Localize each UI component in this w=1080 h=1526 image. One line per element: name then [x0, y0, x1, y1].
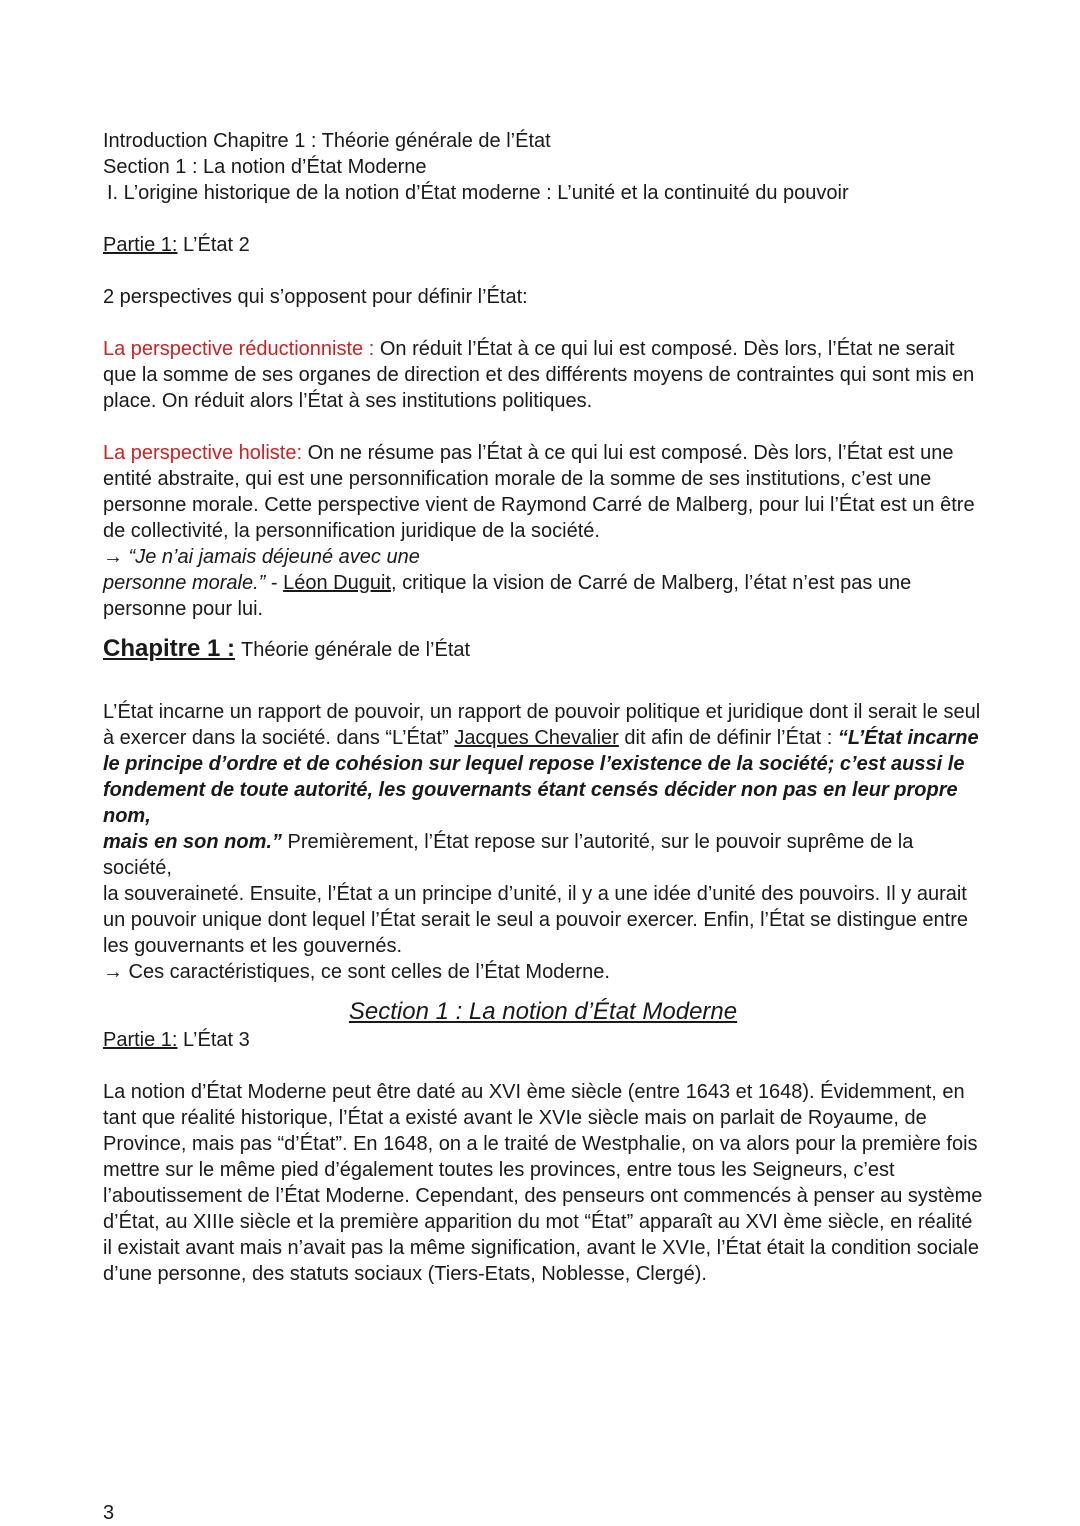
author-duguit: Léon Duguit [283, 572, 391, 594]
author-chevalier: Jacques Chevalier [454, 727, 619, 749]
paragraph-etat-2: mais en son nom.” Premièrement, l’État repose sur l’autorité, sur le pouvoir suprême de la société, [103, 831, 914, 879]
quote-duguit-1: → “Je n’ai jamais déjeuné avec une [103, 546, 420, 568]
intro-text: 2 perspectives qui s’opposent pour définir l’État: [103, 286, 528, 308]
paragraph-etat-4: → Ces caractéristiques, ce sont celles de l’État Moderne. [103, 961, 610, 983]
partie-label-a: Partie 1: L’État 2 [103, 234, 250, 256]
document-page [103, 128, 983, 1287]
header-line-2: Section 1 : La notion d’État Moderne [103, 156, 427, 178]
header-line-3: I. L’origine historique de la notion d’État moderne : L’unité et la continuité du pouvoir [107, 182, 849, 204]
reductionniste-label: La perspective réductionniste : [103, 338, 375, 360]
paragraph-moderne-1: La notion d’État Moderne peut être daté au XVI ème siècle (entre 1643 et 1648). Évidemment, en tant que réalité historique, l’État a existé avant le XVIe siècle mais on parlait de Royaume, de Province, mais pas “d’État”. En 1648, on a le traité de Westphalie, on va alors pour la première fois mettre sur le même pied d’également toutes les provinces, entre tous les Seigneurs, c’est [103, 1081, 978, 1181]
holiste-label: La perspective holiste: [103, 442, 303, 464]
chapter-heading [103, 636, 983, 663]
page-number: 3 [103, 1502, 115, 1524]
paragraph-holiste: La perspective holiste: On ne résume pas l’État à ce qui lui est composé. Dès lors, l’État est une entité abstraite, qui est une personnification morale de la somme de ses institutions, c’est une personne morale. Cette perspective vient de Raymond Carré de Malberg, pour lui l’État est un être de collectivité, la personnification juridique de la société. [103, 442, 975, 542]
paragraph-etat-3: la souveraineté. Ensuite, l’État a un principe d’unité, il y a une idée d’unité des pouvoirs. Il y aurait un pouvoir unique dont lequel l’État serait le seul a pouvoir exercer. Enfin, l’État se distingue entre les gouvernants et les gouvernés. [103, 883, 968, 957]
section-heading: Section 1 : La notion d’État Moderne [348, 998, 738, 1025]
chapter-title: Théorie générale de l’État [241, 639, 471, 661]
quote-duguit-2: personne morale.” - Léon Duguit, critique la vision de Carré de Malberg, l’état n’est pas une personne pour lui. [103, 572, 912, 620]
chapter-label: Chapitre 1 : [103, 635, 236, 662]
quote-chevalier: “L’État incarne le principe d’ordre et de cohésion sur lequel repose l’existence de la société; c’est aussi le fondement de toute autorité, les gouvernants étant censés décider non pas en leur propre nom, [103, 727, 979, 827]
paragraph-reductionniste: La perspective réductionniste : On réduit l’État à ce qui lui est composé. Dès lors, l’État ne serait que la somme de ses organes de direction et des différents moyens de contraintes qui sont mis en place. On réduit alors l’État à ses institutions politiques. [103, 338, 975, 412]
paragraph-etat: L’État incarne un rapport de pouvoir, un rapport de pouvoir politique et juridique dont il serait le seul à exercer dans la société. dans “L’État” Jacques Chevalier dit afin de définir l’État : “L’État incarne le principe d’ordre et de cohésion sur lequel repose l’existence de la société; c’est aussi le fondement de toute autorité, les gouvernants étant censés décider non pas en leur propre nom, [103, 701, 981, 827]
partie-label-b: Partie 1: L’État 3 [103, 1029, 250, 1051]
paragraph-moderne-2: l’aboutissement de l’État Moderne. Cependant, des penseurs ont commencés à penser au système d’État, au XIIIe siècle et la première apparition du mot “État” apparaît au XVI ème siècle, en réalité il existait avant mais n’avait pas la même signification, avant le XVIe, l’État était la condition sociale d’une personne, des statuts sociaux (Tiers-Etats, Noblesse, Clergé). [103, 1185, 983, 1285]
header-line-1: Introduction Chapitre 1 : Théorie générale de l’État [103, 130, 551, 152]
